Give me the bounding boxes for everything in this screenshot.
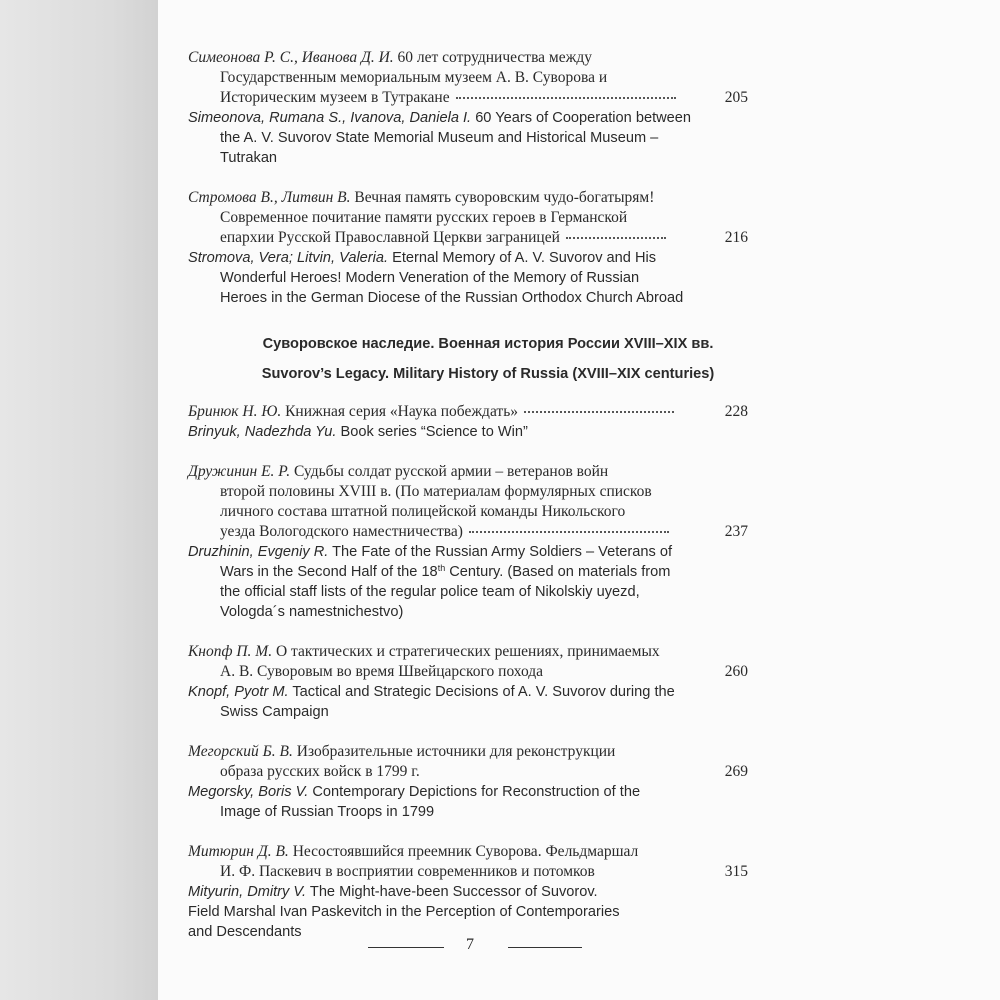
en-author: Simeonova, Rumana S., Ivanova, Daniela I. <box>188 110 472 126</box>
dot-leader <box>469 531 669 533</box>
ordinal-suffix: th <box>437 563 446 573</box>
ru-title-line: А. В. Суворовым во время Швейцарского похода <box>220 663 544 680</box>
page-number-ref: 228 <box>724 403 748 420</box>
dot-leader <box>524 411 674 413</box>
dot-leader <box>566 237 666 239</box>
en-title: The Might-have-been Successor of Suvorov. <box>309 884 598 900</box>
page-number-ref: 237 <box>724 523 748 540</box>
ru-title-line: епархии Русской Православной Церкви заграницей <box>220 229 560 246</box>
dot-leader <box>456 97 676 99</box>
en-author: Megorsky, Boris V. <box>188 784 309 800</box>
en-title: Contemporary Depictions for Reconstruction of the <box>312 784 641 800</box>
en-author: Mityurin, Dmitry V. <box>188 884 307 900</box>
ru-title-line: образа русских войск в 1799 г. <box>220 763 420 780</box>
section-heading-ru: Суворовское наследие. Военная история России XVIII–XIX вв. <box>262 336 714 352</box>
en-title-line: Century. (Based on materials from <box>445 564 671 580</box>
ru-title: Книжная серия «Наука побеждать» <box>285 403 519 420</box>
ru-title: 60 лет сотрудничества между <box>397 49 592 66</box>
table-of-contents <box>188 48 748 942</box>
ru-author: Бринюк Н. Ю. <box>188 403 282 420</box>
ru-author: Кнопф П. М. <box>188 643 273 660</box>
en-title-line: Heroes in the German Diocese of the Russian Orthodox Church Abroad <box>220 290 684 306</box>
toc-entry-stromova <box>188 188 748 308</box>
page-number: 7 <box>466 936 474 953</box>
en-title-line: and Descendants <box>188 924 302 940</box>
toc-entry-simeonova <box>188 48 748 168</box>
en-title-line: Field Marshal Ivan Paskevitch in the Perception of Contemporaries <box>188 904 620 920</box>
ru-author: Митюрин Д. В. <box>188 843 289 860</box>
toc-entry-druzhinin <box>188 462 748 622</box>
book-spine-shadow <box>0 0 158 1000</box>
ru-title: Изобразительные источники для реконструкции <box>296 743 616 760</box>
en-title: The Fate of the Russian Army Soldiers – Veterans of <box>332 544 673 560</box>
page-number-ref: 315 <box>724 863 748 880</box>
en-title: Book series “Science to Win” <box>340 424 528 440</box>
ru-title-line: личного состава штатной полицейской команды Никольского <box>220 503 626 520</box>
en-title: Tactical and Strategic Decisions of A. V. Suvorov during the <box>292 684 675 700</box>
ru-author: Мегорский Б. В. <box>188 743 293 760</box>
page-number-ref: 205 <box>724 89 748 106</box>
page-number-ref: 216 <box>724 229 748 246</box>
toc-entry-megorsky <box>188 742 748 822</box>
footer-rule-left <box>368 947 444 948</box>
ru-title-line: Историческим музеем в Тутракане <box>220 89 450 106</box>
en-title-line: Image of Russian Troops in 1799 <box>220 804 435 820</box>
en-title-line: Wars in the Second Half of the 18 <box>220 564 438 580</box>
toc-entry-brinyuk <box>188 402 748 442</box>
ru-title-line: Государственным мемориальным музеем А. В. Суворова и <box>220 69 608 86</box>
en-title-line: Tutrakan <box>220 150 278 166</box>
en-author: Knopf, Pyotr M. <box>188 684 289 700</box>
en-title-line: Wonderful Heroes! Modern Veneration of the Memory of Russian <box>220 270 640 286</box>
en-title: 60 Years of Cooperation between <box>475 110 692 126</box>
en-author: Brinyuk, Nadezhda Yu. <box>188 424 337 440</box>
en-author: Stromova, Vera; Litvin, Valeria. <box>188 250 389 266</box>
ru-title-line: второй половины XVIII в. (По материалам формулярных списков <box>220 483 652 500</box>
en-title-line: the A. V. Suvorov State Memorial Museum and Historical Museum – <box>220 130 659 146</box>
page-number-ref: 269 <box>724 763 748 780</box>
en-title-line: the official staff lists of the regular police team of Nikolskiy uyezd, <box>220 584 640 600</box>
en-title-line: Vologda´s namestnichestvo) <box>220 604 404 620</box>
en-author: Druzhinin, Evgeniy R. <box>188 544 329 560</box>
en-title: Eternal Memory of A. V. Suvorov and His <box>392 250 657 266</box>
ru-author: Симеонова Р. С., Иванова Д. И. <box>188 49 394 66</box>
page-number-ref: 260 <box>724 663 748 680</box>
ru-title: Судьбы солдат русской армии – ветеранов войн <box>293 463 609 480</box>
section-heading-en: Suvorov’s Legacy. Military History of Russia (XVIII–XIX centuries) <box>261 366 715 382</box>
ru-title-line: уезда Вологодского наместничества) <box>220 523 463 540</box>
ru-title: О тактических и стратегических решениях, принимаемых <box>275 643 660 660</box>
ru-author: Стромова В., Литвин В. <box>188 189 351 206</box>
toc-entry-knopf <box>188 642 748 722</box>
ru-title: Вечная память суворовским чудо-богатырям! <box>354 189 655 206</box>
ru-author: Дружинин Е. Р. <box>188 463 291 480</box>
page-footer <box>368 934 582 964</box>
en-title-line: Swiss Campaign <box>220 704 329 720</box>
ru-title-line: Современное почитание памяти русских героев в Германской <box>220 209 628 226</box>
ru-title: Несостоявшийся преемник Суворова. Фельдмаршал <box>292 843 639 860</box>
ru-title-line: И. Ф. Паскевич в восприятии современников и потомков <box>220 863 595 880</box>
toc-entry-mityurin <box>188 842 748 942</box>
footer-rule-right <box>508 947 582 948</box>
